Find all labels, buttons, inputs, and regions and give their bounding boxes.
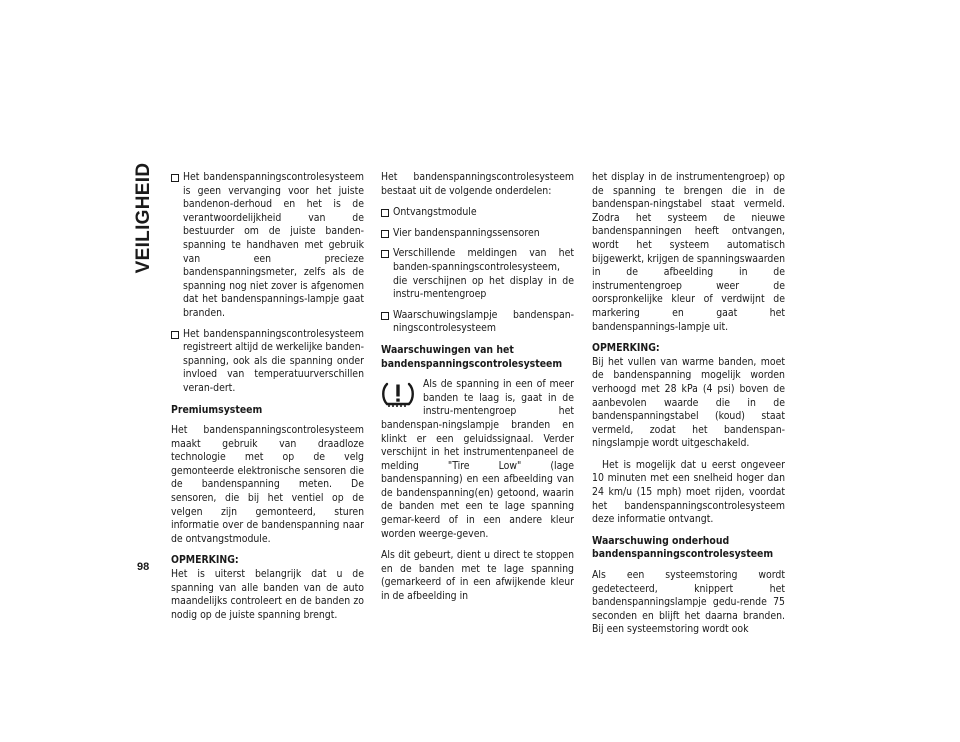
- list-item: Vier bandenspanningssensoren: [381, 227, 574, 241]
- checkbox-bullet-icon: [171, 174, 179, 182]
- checkbox-bullet-icon: [381, 250, 389, 258]
- list-item: Het bandenspanningscontrolesysteem is geen vervanging voor het juiste bandenon-derhoud en het is de verantwoordelijkheid van de bestuurder om de juiste banden-spanning te handhaven met gebruik van een precieze bandenspanningsmeter, zelfs als de spanning nog niet zover is afgenomen dat het bandenspannings-lampje gaat branden.: [171, 171, 364, 321]
- paragraph: Als een systeemstoring wordt gedetecteerd, knippert het bandenspanningslampje gedu-rende 75 seconden en blijft het daarna branden. Bij een systeemstoring wordt ook: [592, 569, 785, 636]
- note-label: OPMERKING:: [171, 554, 239, 567]
- note-text: Het is uiterst belangrijk dat u de spanning van alle banden van de auto maandelijks controleert en de banden zo nodig op de juiste spanning brengt.: [171, 568, 364, 621]
- paragraph: Het is mogelijk dat u eerst ongeveer 10 minuten met een snelheid hoger dan 24 km/u (15 mph) moet rijden, voordat het bandenspanningscontrolesysteem deze informatie ontvangt.: [592, 458, 785, 526]
- column-3: [592, 171, 785, 645]
- heading-waarschuwingen: Waarschuwingen van het bandenspanningscontrolesysteem: [381, 343, 563, 370]
- checkbox-bullet-icon: [381, 230, 389, 238]
- warning-block: [381, 378, 574, 549]
- page-number: 98: [137, 561, 150, 573]
- note-text: Bij het vullen van warme banden, moet de bandenspanning mogelijk worden verhoogd met 28 kPa (4 psi) boven de aanbevolen waarde die in de bandenspanningstabel (koud) staat vermeld, zodat het bandenspan-ningslampje wordt uitgeschakeld.: [592, 355, 785, 450]
- note-block: [592, 342, 785, 451]
- checkbox-bullet-icon: [381, 209, 389, 217]
- checkbox-bullet-icon: [171, 331, 179, 339]
- list-item: Ontvangstmodule: [381, 206, 574, 220]
- heading-onderhoud: Waarschuwing onderhoud bandenspanningscontrolesysteem: [592, 534, 774, 561]
- paragraph: het display in de instrumentengroep) op de spanning te brengen die in de bandenspan-ningstabel staat vermeld. Zodra het systeem de nieuwe bandenspanningen heeft ontvangen, wordt het systeem automatisch bijgewerkt, krijgen de spanningswaarden in de afbeelding in de instrumentengroep weer de oorspronkelijke kleur of verdwijnt de markering en gaat het bandenspannings-lampje uit.: [592, 171, 785, 333]
- list-item: Verschillende meldingen van het banden-spanningscontrolesysteem, die verschijnen op het display in de instru-mentengroep: [381, 247, 574, 301]
- column-1: [171, 171, 364, 630]
- section-title-vertical: [131, 162, 157, 274]
- column-2: [381, 171, 574, 612]
- heading-premiumsysteem: Premiumsysteem: [171, 403, 263, 416]
- bullet-list-2: [381, 206, 574, 336]
- list-item: Het bandenspanningscontrolesysteem registreert altijd de werkelijke banden-spanning, ook als die spanning onder invloed van temperatuurverschillen veran-dert.: [171, 328, 364, 396]
- checkbox-bullet-icon: [381, 312, 389, 320]
- paragraph: Het bandenspanningscontrolesysteem bestaat uit de volgende onderdelen:: [381, 171, 574, 197]
- paragraph: Als dit gebeurt, dient u direct te stoppen en de banden met te lage spanning (gemarkeerd of in een afwijkende kleur in de afbeelding in: [381, 549, 574, 603]
- warning-text: Als de spanning in een of meer banden te laag is, gaat in de instru-mentengroep het bandenspan-ningslampje branden en klinkt er een geluidssignaal. Verder verschijnt in het instrumentenpaneel de melding "Tire Low" (lage bandenspanning) en een afbeelding van de bandenspanning(en) getoond, waarin de banden met een te lage spanning gemar-keerd of in een andere kleur worden weerge-geven.: [381, 378, 574, 540]
- section-title-text: VEILIGHEID: [133, 162, 154, 274]
- list-item: Waarschuwingslampje bandenspan-ningscontrolesysteem: [381, 309, 574, 336]
- paragraph: Het bandenspanningscontrolesysteem maakt gebruik van draadloze technologie met op de velg gemonteerde elektronische sensoren die de bandenspanning meten. De sensoren, die bij het ventiel op de velgen zijn gemonteerd, sturen informatie over de bandenspanning naar de ontvangstmodule.: [171, 424, 364, 545]
- bullet-list-1: [171, 171, 364, 396]
- tire-pressure-warning-icon: [381, 380, 415, 410]
- note-label: OPMERKING:: [592, 342, 660, 355]
- note-block: [171, 554, 364, 622]
